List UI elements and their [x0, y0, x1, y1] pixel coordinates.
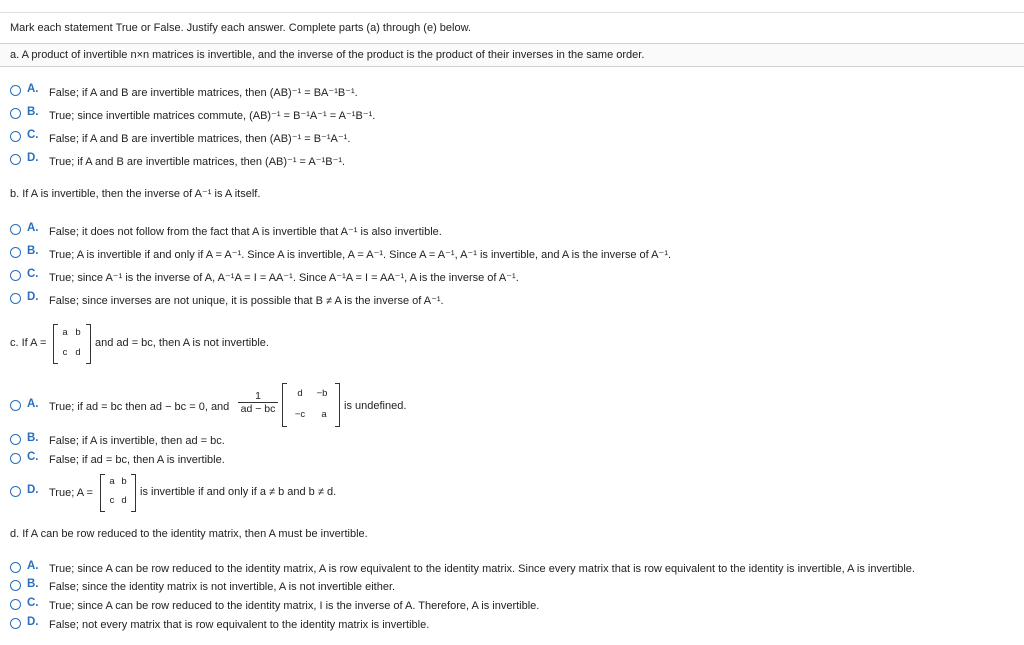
matrix-entry: d — [297, 388, 303, 399]
question-c-suffix: and ad = bc, then A is not invertible. — [95, 337, 269, 349]
option-text: True; if A and B are invertible matrices, then (AB)⁻¹ = A⁻¹B⁻¹. — [49, 156, 346, 168]
matrix-A — [53, 324, 91, 364]
matrix-entry: d — [121, 495, 127, 506]
option-text: False; if A is invertible, then ad = bc. — [49, 435, 225, 447]
radio-button[interactable] — [10, 486, 21, 497]
option-text: False; it does not follow from the fact that A is invertible that A⁻¹ is also invertible. — [49, 226, 442, 238]
fraction-1-over-det — [238, 390, 278, 415]
option-letter[interactable]: B. — [27, 106, 39, 118]
radio-button[interactable] — [10, 618, 21, 629]
radio-button[interactable] — [10, 108, 21, 119]
option-text: False; not every matrix that is row equivalent to the identity matrix is invertible. — [49, 619, 430, 631]
option-text: False; if A and B are invertible matrices, then (AB)⁻¹ = BA⁻¹B⁻¹. — [49, 87, 358, 99]
option-letter[interactable]: B. — [27, 432, 39, 444]
question-b-text: b. If A is invertible, then the inverse of A⁻¹ is A itself. — [10, 188, 261, 200]
matrix-entry: b — [75, 327, 81, 338]
option-text: True; A = — [49, 487, 93, 499]
option-text: False; since the identity matrix is not invertible, A is not invertible either. — [49, 581, 396, 593]
radio-button[interactable] — [10, 400, 21, 411]
option-text: False; if ad = bc, then A is invertible. — [49, 454, 225, 466]
option-letter[interactable]: D. — [27, 616, 39, 628]
option-text: True; since A can be row reduced to the identity matrix, I is the inverse of A. Therefore, A is invertible. — [49, 600, 540, 612]
matrix-entry: a — [109, 476, 115, 487]
radio-button[interactable] — [10, 453, 21, 464]
fraction-numerator: 1 — [255, 390, 261, 402]
matrix-entry: d — [75, 347, 81, 358]
instructions: Mark each statement True or False. Justify each answer. Complete parts (a) through (e) below. — [10, 22, 471, 34]
matrix-entry: c — [62, 347, 68, 358]
question-a-bar — [0, 43, 1024, 67]
matrix-A-option-D — [100, 474, 136, 512]
option-text: True; since A can be row reduced to the identity matrix, A is row equivalent to the identity matrix. Since every matrix that is row equivalent to the identity is invertible, A is invertible. — [49, 563, 915, 575]
option-text: True; since invertible matrices commute, (AB)⁻¹ = B⁻¹A⁻¹ = A⁻¹B⁻¹. — [49, 110, 376, 122]
option-letter[interactable]: B. — [27, 578, 39, 590]
option-letter[interactable]: A. — [27, 560, 39, 572]
radio-button[interactable] — [10, 293, 21, 304]
top-divider — [0, 12, 1024, 13]
option-c-A-suffix: is undefined. — [344, 400, 407, 412]
radio-button[interactable] — [10, 580, 21, 591]
radio-button[interactable] — [10, 154, 21, 165]
radio-button[interactable] — [10, 131, 21, 142]
option-text: True; if ad = bc then ad − bc = 0, and — [49, 401, 230, 413]
option-text: True; A is invertible if and only if A = A⁻¹. Since A is invertible, A = A⁻¹. Since A = A⁻¹, A⁻¹ is invertible, and A is the inverse of A⁻¹. — [49, 249, 672, 261]
matrix-entry: a — [62, 327, 68, 338]
radio-button[interactable] — [10, 599, 21, 610]
matrix-entry: c — [109, 495, 115, 506]
option-letter[interactable]: C. — [27, 268, 39, 280]
question-d-text: d. If A can be row reduced to the identity matrix, then A must be invertible. — [10, 528, 368, 540]
radio-button[interactable] — [10, 562, 21, 573]
question-a-text: a. A product of invertible n×n matrices is invertible, and the inverse of the product is the product of their inverses in the same order. — [10, 49, 645, 61]
matrix-entry: a — [321, 409, 327, 420]
radio-button[interactable] — [10, 224, 21, 235]
option-letter[interactable]: C. — [27, 451, 39, 463]
radio-button[interactable] — [10, 247, 21, 258]
option-letter[interactable]: C. — [27, 129, 39, 141]
matrix-entry: b — [121, 476, 127, 487]
question-c-prefix: c. If A = — [10, 337, 47, 349]
radio-button[interactable] — [10, 434, 21, 445]
matrix-entry: −c — [294, 409, 306, 420]
option-letter[interactable]: D. — [27, 291, 39, 303]
radio-button[interactable] — [10, 85, 21, 96]
radio-button[interactable] — [10, 270, 21, 281]
option-text: False; if A and B are invertible matrices, then (AB)⁻¹ = B⁻¹A⁻¹. — [49, 133, 351, 145]
fraction-denominator: ad − bc — [238, 402, 278, 415]
adjugate-matrix — [282, 383, 340, 427]
option-text: False; since inverses are not unique, it is possible that B ≠ A is the inverse of A⁻¹. — [49, 295, 444, 307]
option-letter[interactable]: C. — [27, 597, 39, 609]
option-letter[interactable]: D. — [27, 152, 39, 164]
matrix-entry: −b — [316, 388, 328, 399]
option-letter[interactable]: A. — [27, 83, 39, 95]
option-letter[interactable]: B. — [27, 245, 39, 257]
option-letter[interactable]: D. — [27, 484, 39, 496]
option-letter[interactable]: A. — [27, 222, 39, 234]
option-letter[interactable]: A. — [27, 398, 39, 410]
option-c-D-suffix: is invertible if and only if a ≠ b and b ≠ d. — [140, 486, 337, 498]
option-text: True; since A⁻¹ is the inverse of A, A⁻¹A = I = AA⁻¹. Since A⁻¹A = I = AA⁻¹, A is the inverse of A⁻¹. — [49, 272, 519, 284]
